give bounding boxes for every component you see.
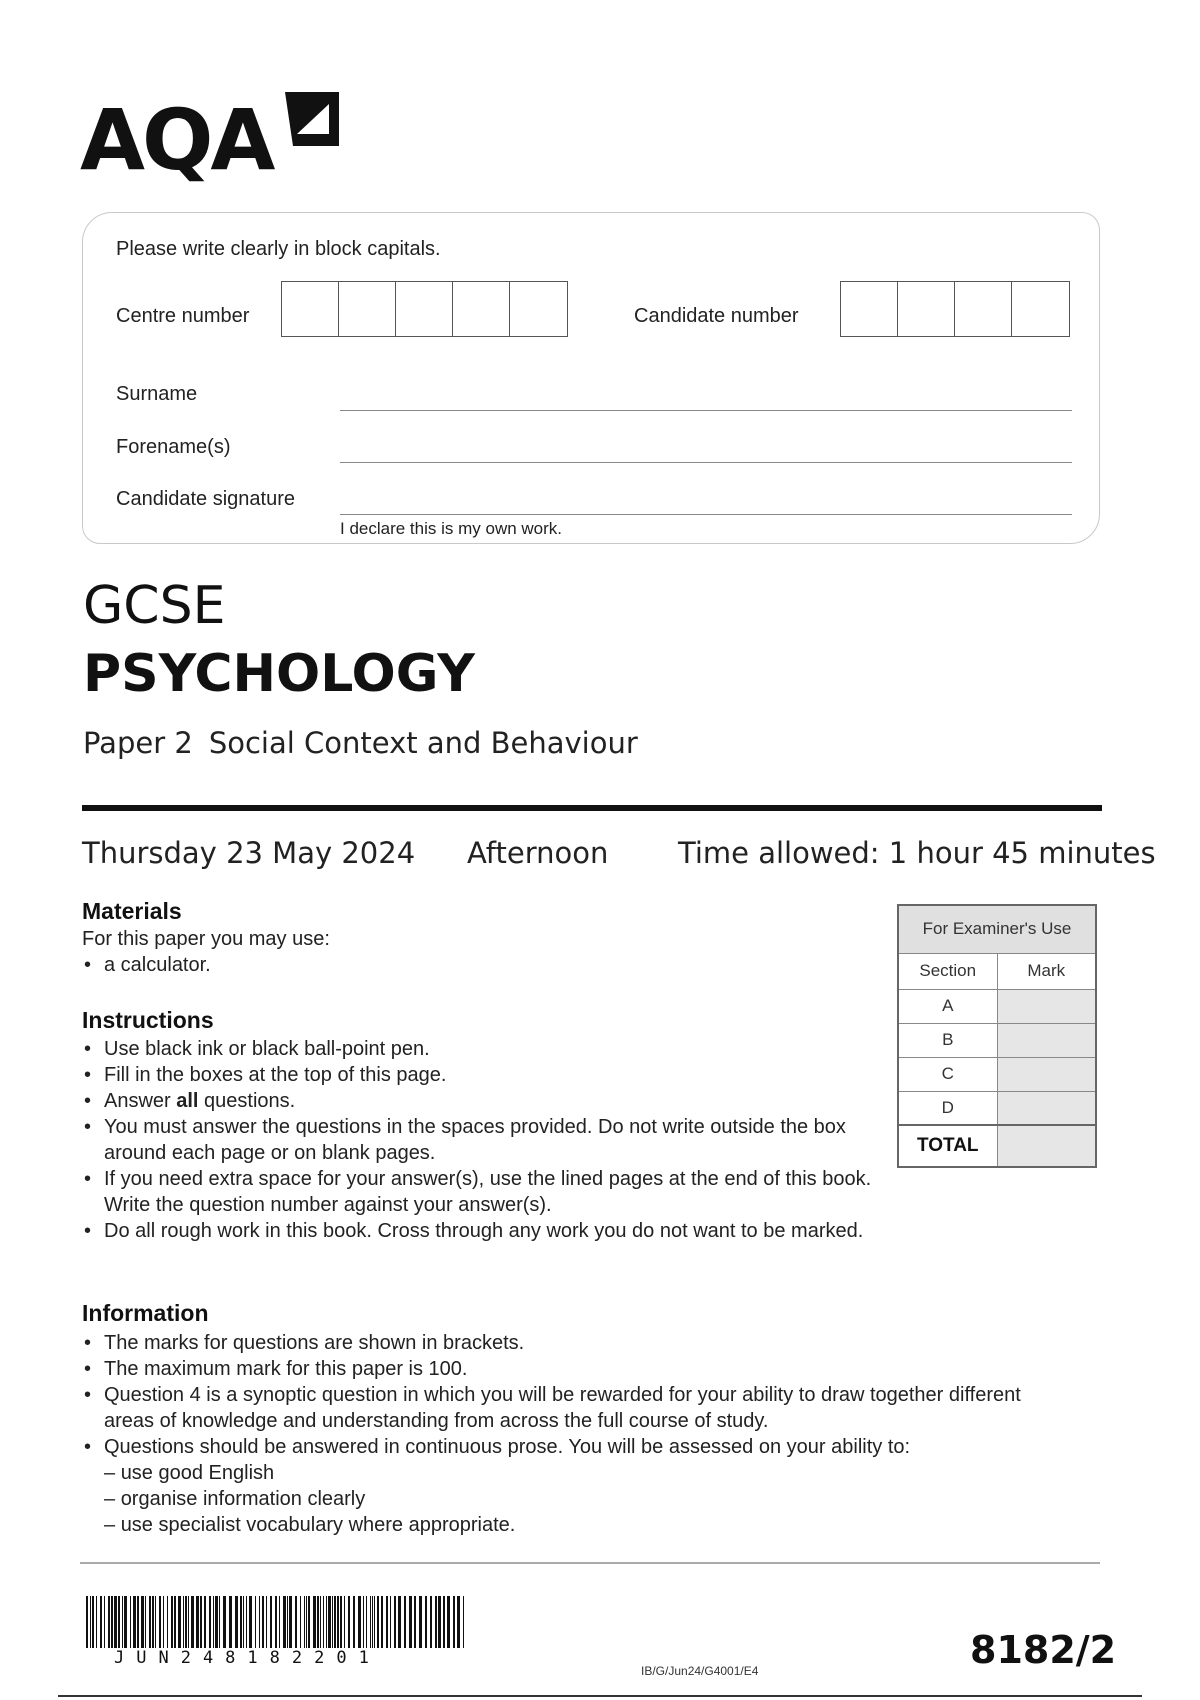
mark-cell [997, 989, 1096, 1023]
information-body [82, 1330, 1042, 1538]
total-label: TOTAL [898, 1125, 997, 1167]
information-item: • The maximum mark for this paper is 100. [82, 1356, 1042, 1382]
digit-box[interactable] [898, 282, 955, 336]
surname-label: Surname [116, 383, 198, 405]
page-bottom-rule [58, 1695, 1142, 1697]
barcode-digits: JUN248182201 [114, 1648, 381, 1668]
section-label: D [898, 1091, 997, 1125]
section-label: B [898, 1023, 997, 1057]
digit-box[interactable] [282, 282, 339, 336]
instruction-item: • Fill in the boxes at the top of this page. [82, 1062, 872, 1088]
signature-line[interactable] [340, 514, 1072, 515]
centre-number-label: Centre number [116, 305, 250, 327]
section-label: C [898, 1057, 997, 1091]
digit-box[interactable] [339, 282, 396, 336]
information-item: • Question 4 is a synoptic question in which you will be rewarded for your ability to draw together different areas of knowledge and understanding from across the full course of study. [82, 1382, 1042, 1434]
mark-cell [997, 1057, 1096, 1091]
title-divider [82, 805, 1102, 811]
aqa-logo-mark-icon [283, 90, 341, 148]
section-label: A [898, 989, 997, 1023]
declaration-text: I declare this is my own work. [340, 519, 563, 538]
assessment-subitem: – use good English [82, 1460, 1042, 1486]
mark-cell [997, 1091, 1096, 1125]
instructions-body [82, 1036, 872, 1244]
section-column-header: Section [898, 953, 997, 989]
aqa-logo [80, 88, 350, 188]
document-reference: IB/G/Jun24/G4001/E4 [641, 1664, 759, 1678]
information-item: • Questions should be answered in continuous prose. You will be assessed on your ability to: [82, 1434, 1042, 1460]
examiner-table-title: For Examiner's Use [898, 905, 1096, 953]
information-heading: Information [82, 1300, 209, 1326]
subject-title: PSYCHOLOGY [83, 644, 475, 704]
instruction-item: • Do all rough work in this book. Cross through any work you do not want to be marked. [82, 1218, 872, 1244]
total-mark-cell [997, 1125, 1096, 1167]
examiner-use-table [897, 904, 1097, 1168]
block-capitals-instruction: Please write clearly in block capitals. [116, 238, 441, 260]
forename-line[interactable] [340, 462, 1072, 463]
paper-number: Paper 2 [83, 726, 193, 760]
mark-cell [997, 1023, 1096, 1057]
instructions-heading: Instructions [82, 1007, 214, 1033]
instruction-item: • You must answer the questions in the spaces provided. Do not write outside the box around each page or on blank pages. [82, 1114, 872, 1166]
surname-line[interactable] [340, 410, 1072, 411]
qualification-title: GCSE [83, 576, 226, 636]
digit-box[interactable] [510, 282, 567, 336]
materials-intro: For this paper you may use: [82, 928, 330, 950]
exam-date: Thursday 23 May 2024 [82, 836, 416, 870]
paper-name: Social Context and Behaviour [208, 726, 638, 760]
materials-heading: Materials [82, 898, 182, 924]
candidate-number-boxes[interactable] [840, 281, 1070, 337]
digit-box[interactable] [1012, 282, 1069, 336]
paper-code: 8182/2 [970, 1628, 1117, 1672]
digit-box[interactable] [453, 282, 510, 336]
time-allowed: Time allowed: 1 hour 45 minutes [678, 836, 1156, 870]
candidate-number-label: Candidate number [634, 305, 799, 327]
paper-title [83, 726, 638, 760]
instruction-item: • If you need extra space for your answer(s), use the lined pages at the end of this book. Write the question number against your answer(s). [82, 1166, 872, 1218]
materials-item: • a calculator. [82, 952, 842, 978]
instruction-item: • Answer all questions. [82, 1088, 872, 1114]
forename-label: Forename(s) [116, 436, 231, 458]
signature-label: Candidate signature [116, 488, 296, 510]
exam-session: Afternoon [467, 836, 609, 870]
information-item: • The marks for questions are shown in brackets. [82, 1330, 1042, 1356]
logo-text: AQA [80, 91, 273, 189]
assessment-subitem: – use specialist vocabulary where appropriate. [82, 1512, 1042, 1538]
digit-box[interactable] [396, 282, 453, 336]
footer-divider [80, 1562, 1100, 1564]
instruction-item: • Use black ink or black ball-point pen. [82, 1036, 872, 1062]
centre-number-boxes[interactable] [281, 281, 568, 337]
digit-box[interactable] [841, 282, 898, 336]
barcode-icon [86, 1596, 471, 1648]
assessment-subitem: – organise information clearly [82, 1486, 1042, 1512]
materials-body [82, 926, 842, 978]
digit-box[interactable] [955, 282, 1012, 336]
mark-column-header: Mark [997, 953, 1096, 989]
